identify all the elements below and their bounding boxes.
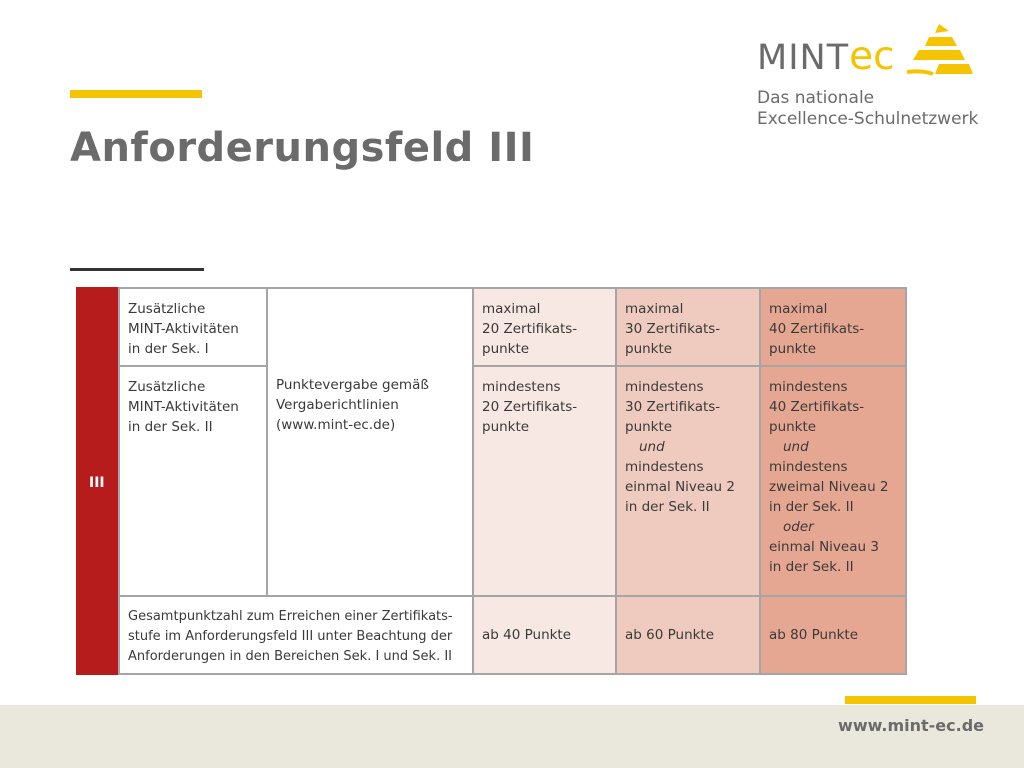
logo-tagline-line1: Das nationale <box>757 88 875 108</box>
level3-sek1: maximal 40 Zertifikats- punkte <box>759 287 907 367</box>
page-title: Anforderungsfeld III <box>70 125 535 171</box>
level2-sek2-part-b: mindestens einmal Niveau 2 in der Sek. II <box>625 459 735 515</box>
total-level3: ab 80 Punkte <box>759 595 907 675</box>
level3-sek2-connector-und: und <box>783 439 809 455</box>
row-label-sek2: Zusätzliche MINT-Aktivitäten in der Sek. II <box>118 365 268 597</box>
level2-sek2 <box>615 365 761 597</box>
scoring-cell <box>266 287 474 597</box>
scoring-text: Punktevergabe gemäß Vergaberichtlinien (www.mint-ec.de) <box>276 377 429 433</box>
logo-mint-text: MINT <box>757 38 850 78</box>
total-level1: ab 40 Punkte <box>472 595 617 675</box>
mint-ec-logo <box>757 22 987 134</box>
footer-band <box>0 705 1024 768</box>
title-accent-bar <box>70 90 202 98</box>
field-column <box>76 287 120 675</box>
logo-tagline <box>757 88 978 130</box>
level2-sek2-connector: und <box>639 439 665 455</box>
level3-sek2-part-b: mindestens zweimal Niveau 2 in der Sek. II <box>769 459 889 515</box>
logo-wordmark <box>757 34 895 79</box>
level3-sek2-part-c: einmal Niveau 3 in der Sek. II <box>769 539 879 575</box>
pyramid-logo-icon <box>905 22 975 82</box>
title-underline <box>70 268 204 271</box>
level2-sek2-part-a: mindestens 30 Zertifikats- punkte <box>625 379 721 435</box>
level2-sek1: maximal 30 Zertifikats- punkte <box>615 287 761 367</box>
footer-url: www.mint-ec.de <box>838 716 984 735</box>
requirements-table <box>76 287 907 675</box>
total-level2: ab 60 Punkte <box>615 595 761 675</box>
level1-sek1: maximal 20 Zertifikats- punkte <box>472 287 617 367</box>
total-label: Gesamtpunktzahl zum Erreichen einer Zertifikats- stufe im Anforderungsfeld III unter Beachtung der Anforderungen in den Bereichen Sek. I und Sek. II <box>118 595 474 675</box>
level3-sek2-part-a: mindestens 40 Zertifikats- punkte <box>769 379 865 435</box>
level3-sek2 <box>759 365 907 597</box>
level1-sek2: mindestens 20 Zertifikats- punkte <box>472 365 617 597</box>
field-label: III <box>89 475 105 491</box>
row-label-sek1: Zusätzliche MINT-Aktivitäten in der Sek. I <box>118 287 268 367</box>
logo-tagline-line2: Excellence-Schulnetzwerk <box>757 109 979 129</box>
level3-sek2-connector-oder: oder <box>783 519 814 535</box>
logo-ec-text: ec <box>849 34 895 79</box>
footer-accent-bar <box>845 696 976 704</box>
